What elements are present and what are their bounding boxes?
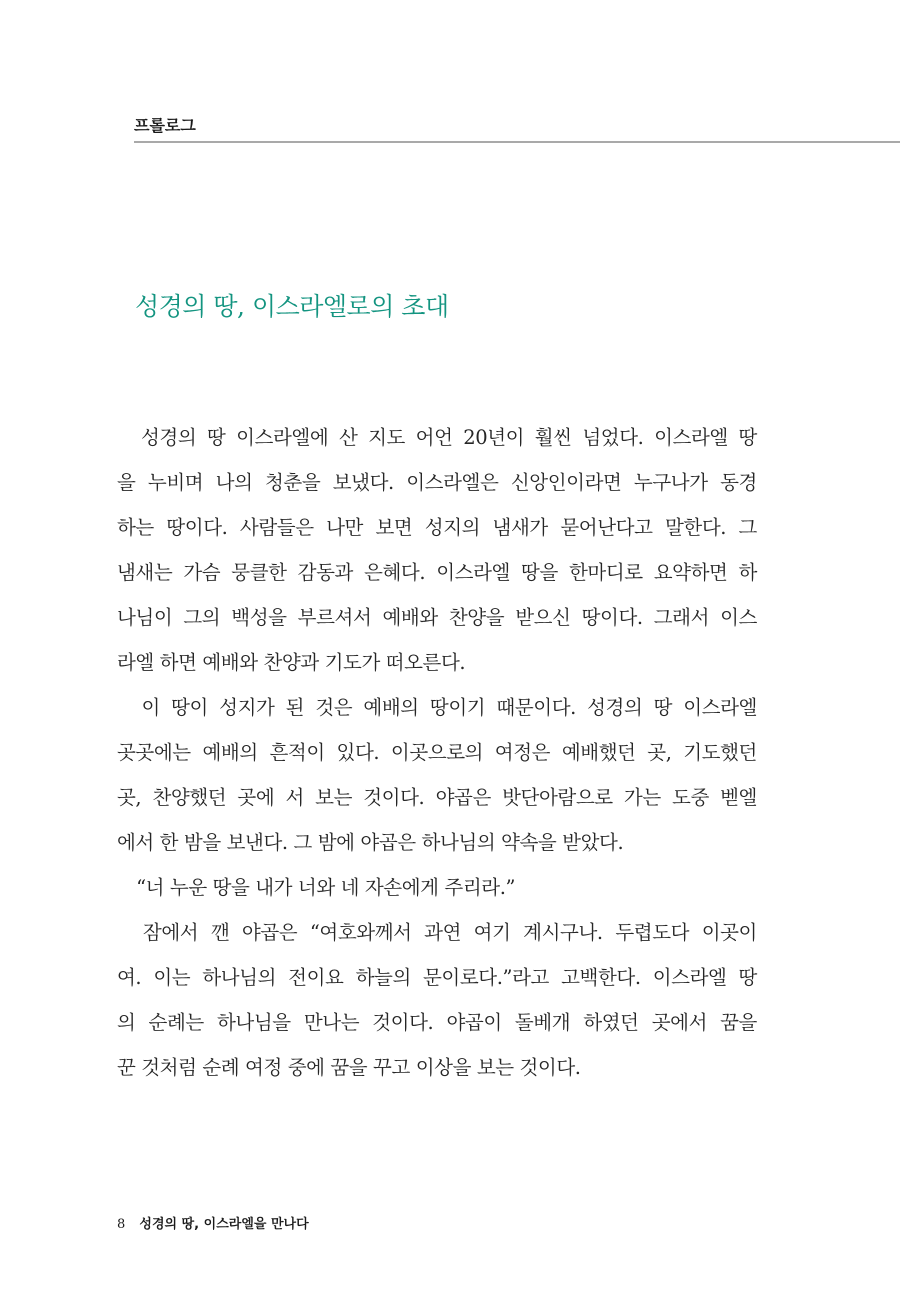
body-line: 곳곳에는 예배의 흔적이 있다. 이곳으로의 여정은 예배했던 곳, 기도했던 — [117, 741, 757, 764]
page-footer — [117, 1213, 309, 1232]
body-line: 의 순례는 하나님을 만나는 것이다. 야곱이 돌베개 하였던 곳에서 꿈을 — [117, 1011, 757, 1034]
book-title: 성경의 땅, 이스라엘을 만나다 — [139, 1217, 309, 1232]
body-line: 잠에서 깬 야곱은 “여호와께서 과연 여기 계시구나. 두렵도다 이곳이 — [117, 921, 757, 944]
header-divider — [134, 141, 900, 143]
body-line: 냄새는 가슴 뭉클한 감동과 은혜다. 이스라엘 땅을 한마디로 요약하면 하 — [117, 561, 757, 584]
chapter-title: 성경의 땅, 이스라엘로의 초대 — [135, 292, 449, 321]
body-line: 나님이 그의 백성을 부르셔서 예배와 찬양을 받으신 땅이다. 그래서 이스 — [117, 606, 757, 629]
body-text — [117, 415, 757, 1090]
body-line: 하는 땅이다. 사람들은 나만 보면 성지의 냄새가 묻어난다고 말한다. 그 — [117, 516, 757, 539]
page-number: 8 — [117, 1217, 126, 1232]
body-line: 에서 한 밤을 보낸다. 그 밤에 야곱은 하나님의 약속을 받았다. — [117, 831, 624, 854]
running-header: 프롤로그 — [134, 116, 196, 135]
body-line: 꾼 것처럼 순례 여정 중에 꿈을 꾸고 이상을 보는 것이다. — [117, 1056, 581, 1079]
body-line: 곳, 찬양했던 곳에 서 보는 것이다. 야곱은 밧단아람으로 가는 도중 벧엘 — [117, 786, 757, 809]
body-line: 여. 이는 하나님의 전이요 하늘의 문이로다.”라고 고백한다. 이스라엘 땅 — [117, 966, 757, 989]
body-line: 라엘 하면 예배와 찬양과 기도가 떠오른다. — [117, 651, 466, 674]
body-line: 을 누비며 나의 청춘을 보냈다. 이스라엘은 신앙인이라면 누구나가 동경 — [117, 471, 757, 494]
body-line: 이 땅이 성지가 된 것은 예배의 땅이기 때문이다. 성경의 땅 이스라엘 — [117, 696, 757, 719]
body-line: 성경의 땅 이스라엘에 산 지도 어언 20년이 훨씬 넘었다. 이스라엘 땅 — [117, 426, 757, 449]
body-line: “너 누운 땅을 내가 너와 네 자손에게 주리라.” — [117, 876, 516, 899]
